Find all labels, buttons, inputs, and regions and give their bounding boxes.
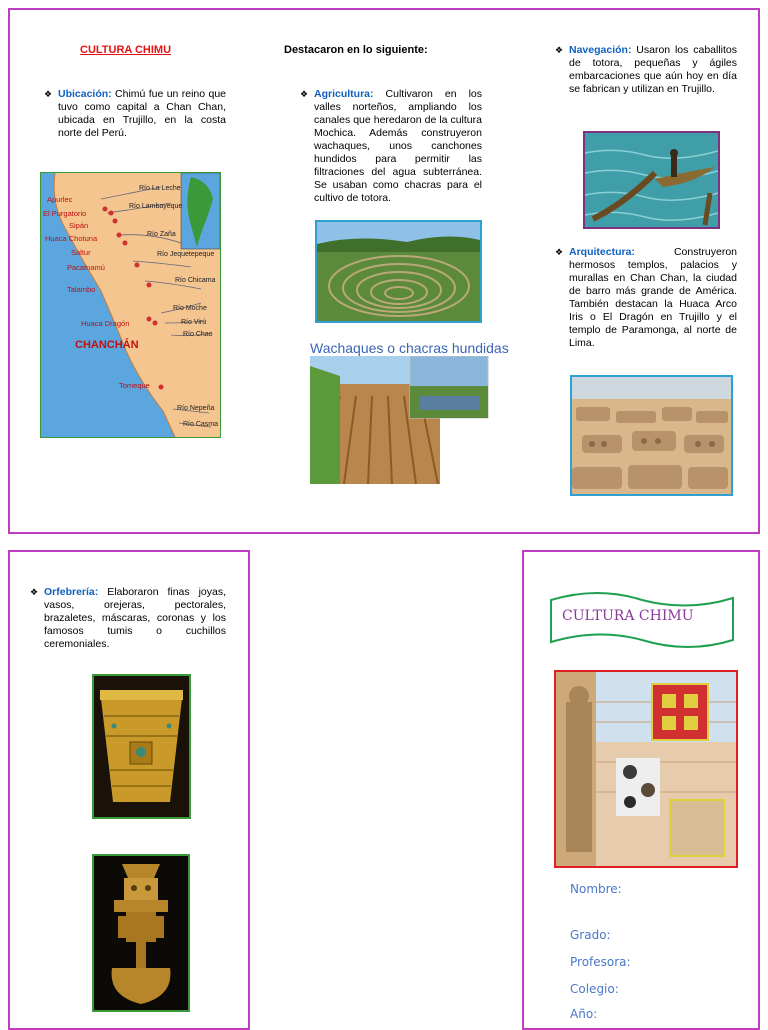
navegacion-paragraph bbox=[555, 44, 737, 96]
field-profesora: Profesora: bbox=[570, 955, 631, 969]
ubicacion-paragraph bbox=[44, 88, 226, 140]
terraces-image bbox=[315, 220, 482, 323]
orfebreria-paragraph bbox=[30, 586, 226, 651]
cover-title: CULTURA CHIMU bbox=[562, 608, 694, 624]
agricultura-text: Cultivaron en los valles norteños, ampliando los canales que heredaron de la cultura Mochica. Además construyeron wachaques, unos canchones hundidos para permitir las filtraciones del agua subterránea. Se usaban como chacras para el cultivo de totora. bbox=[314, 88, 482, 204]
map-river-zana: Río Zaña bbox=[147, 231, 176, 238]
wachaques-caption: Wachaques o chacras hundidas bbox=[310, 340, 509, 356]
map-label-huaca-dragon: Huaca Dragón bbox=[81, 319, 130, 328]
agricultura-paragraph bbox=[300, 88, 482, 205]
wachaques-image bbox=[310, 356, 496, 484]
map-label-el-purgatorio: El Purgatorio bbox=[43, 209, 87, 218]
map-label-sipan: Sipán bbox=[69, 221, 89, 230]
field-grado: Grado: bbox=[570, 928, 611, 942]
map-label-apurlec: Apurlec bbox=[47, 195, 73, 204]
gold-vase-image bbox=[92, 674, 191, 819]
map-label-talambo: Talambo bbox=[67, 285, 96, 294]
chimu-map-image bbox=[40, 172, 221, 438]
orfebreria-label: Orfebrería: bbox=[44, 586, 99, 598]
arquitectura-text: Construyeron hermosos templos, palacios y murallas en Chan Chan, la ciudad de barro más grande de América. También destacan la Huaca Arco Iris o El Dragón en Trujillo y el templo de Paramonga, al norte de Lima. bbox=[569, 246, 737, 349]
map-river-casma: Río Casma bbox=[183, 421, 219, 428]
diamond-bullet-icon: ❖ bbox=[44, 89, 53, 99]
diamond-bullet-icon: ❖ bbox=[300, 89, 309, 99]
map-river-viru: Río Virú bbox=[181, 319, 207, 326]
map-label-saltur: Saltur bbox=[71, 248, 91, 257]
arquitectura-label: Arquitectura: bbox=[569, 246, 635, 258]
agricultura-label: Agricultura: bbox=[314, 88, 374, 100]
navegacion-label: Navegación: bbox=[569, 44, 632, 56]
map-label-pacatnamu: Pacatnamú bbox=[67, 263, 105, 272]
heading-destacaron: Destacaron en lo siguiente: bbox=[284, 44, 428, 56]
diamond-bullet-icon: ❖ bbox=[555, 247, 564, 257]
cover-title-banner bbox=[548, 590, 736, 654]
map-label-tomeque: Tomeque bbox=[119, 381, 150, 390]
tumi-knife-image bbox=[92, 854, 190, 1012]
chanchan-ruins-image bbox=[570, 375, 733, 496]
map-label-chanchan: CHANCHÁN bbox=[75, 339, 139, 351]
navegacion-text: Usaron los caballitos de totora, pequeñas y ágiles embarcaciones que aún hoy en día se fabrican y utilizan en Trujillo. bbox=[569, 44, 737, 95]
ubicacion-text: Chimú fue un reino que tuvo como capital a Chan Chan, ubicada en Trujillo, en la costa norte del Perú. bbox=[58, 88, 226, 139]
map-river-jequetepeque: Río Jequetepeque bbox=[157, 251, 215, 258]
map-river-chao: Río Chao bbox=[183, 331, 213, 338]
map-river-chicama: Río Chicama bbox=[175, 277, 216, 284]
field-colegio: Colegio: bbox=[570, 982, 619, 996]
map-river-moche: Río Moche bbox=[173, 305, 207, 312]
diamond-bullet-icon: ❖ bbox=[30, 587, 39, 597]
field-ano: Año: bbox=[570, 1007, 598, 1021]
map-river-lambayeque: Río Lambayeque bbox=[129, 203, 183, 210]
orfebreria-text: Elaboraron finas joyas, vasos, orejeras, pectorales, brazaletes, máscaras, coronas y los famosos tumis o cuchillos ceremoniales. bbox=[44, 586, 226, 650]
caballitos-image bbox=[583, 131, 720, 229]
cover-collage-image bbox=[554, 670, 738, 868]
map-river-labels bbox=[41, 173, 220, 437]
map-river-nepena: Río Nepeña bbox=[177, 405, 215, 412]
map-river-la-leche: Río La Leche bbox=[139, 185, 181, 192]
title-cultura-chimu: CULTURA CHIMU bbox=[80, 44, 172, 56]
arquitectura-paragraph bbox=[555, 246, 737, 350]
field-nombre: Nombre: bbox=[570, 882, 622, 896]
diamond-bullet-icon: ❖ bbox=[555, 45, 564, 55]
map-label-huaca-chotuna: Huaca Chotuna bbox=[45, 234, 98, 243]
ubicacion-label: Ubicación: bbox=[58, 88, 112, 100]
